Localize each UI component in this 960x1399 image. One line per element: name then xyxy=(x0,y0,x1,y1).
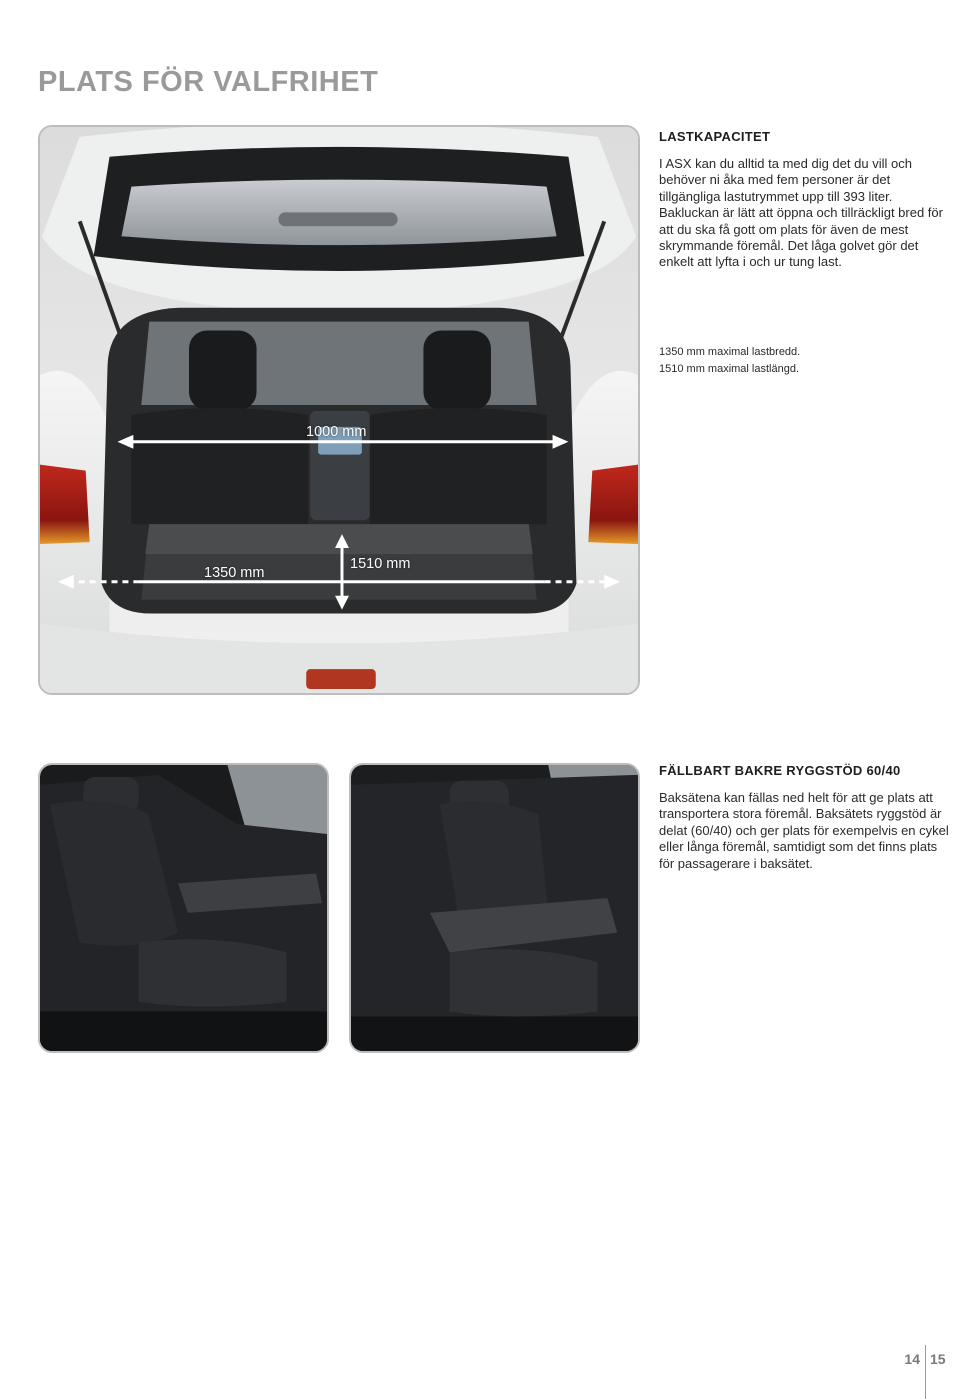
folding-seat-heading: FÄLLBART BAKRE RYGGSTÖD 60/40 xyxy=(659,763,901,778)
page-title: PLATS FÖR VALFRIHET xyxy=(38,66,379,98)
page-number-left: 14 xyxy=(904,1351,920,1367)
width-top-label: 1000 mm xyxy=(306,424,367,440)
cargo-specs xyxy=(659,344,800,377)
cargo-area-photo xyxy=(38,125,640,695)
spec-max-width: 1350 mm maximal lastbredd. xyxy=(659,346,801,358)
cargo-capacity-heading: LASTKAPACITET xyxy=(659,129,771,144)
cargo-area-illustration xyxy=(40,127,638,693)
folding-seat-body: Baksätena kan fällas ned helt för att ge plats att transportera stora föremål. Baksätets ryggstöd är delat (60/40) och ger plats för exempelvis en cykel eller långa föremål, samtidigt som det finns plats för passagerare i baksätet. xyxy=(659,790,949,871)
spec-max-length: 1510 mm maximal lastlängd. xyxy=(659,362,800,375)
length-floor-label: 1510 mm xyxy=(350,556,411,572)
cargo-capacity-body: I ASX kan du alltid ta med dig det du vill och behöver ni åka med fem personer är det tillgängliga lastutrymmet upp till 393 liter. Bakluckan är lätt att öppna och tillräckligt bred för att du ska få gott om plats för även de mest skrymmande föremål. Det låga golvet gör det enkelt att lyfta i och ur tung last. xyxy=(659,156,943,270)
page-number-divider xyxy=(925,1345,926,1399)
rear-seat-photo-left xyxy=(38,763,329,1053)
rear-seat-illustration-left xyxy=(40,765,327,1051)
width-floor-label: 1350 mm xyxy=(204,565,265,581)
rear-seat-illustration-right xyxy=(351,765,638,1051)
rear-seat-photo-right xyxy=(349,763,640,1053)
page-number-right: 15 xyxy=(930,1351,946,1367)
folding-seat-section xyxy=(659,763,955,872)
page-numbers xyxy=(890,1340,960,1399)
cargo-capacity-section xyxy=(659,129,955,271)
